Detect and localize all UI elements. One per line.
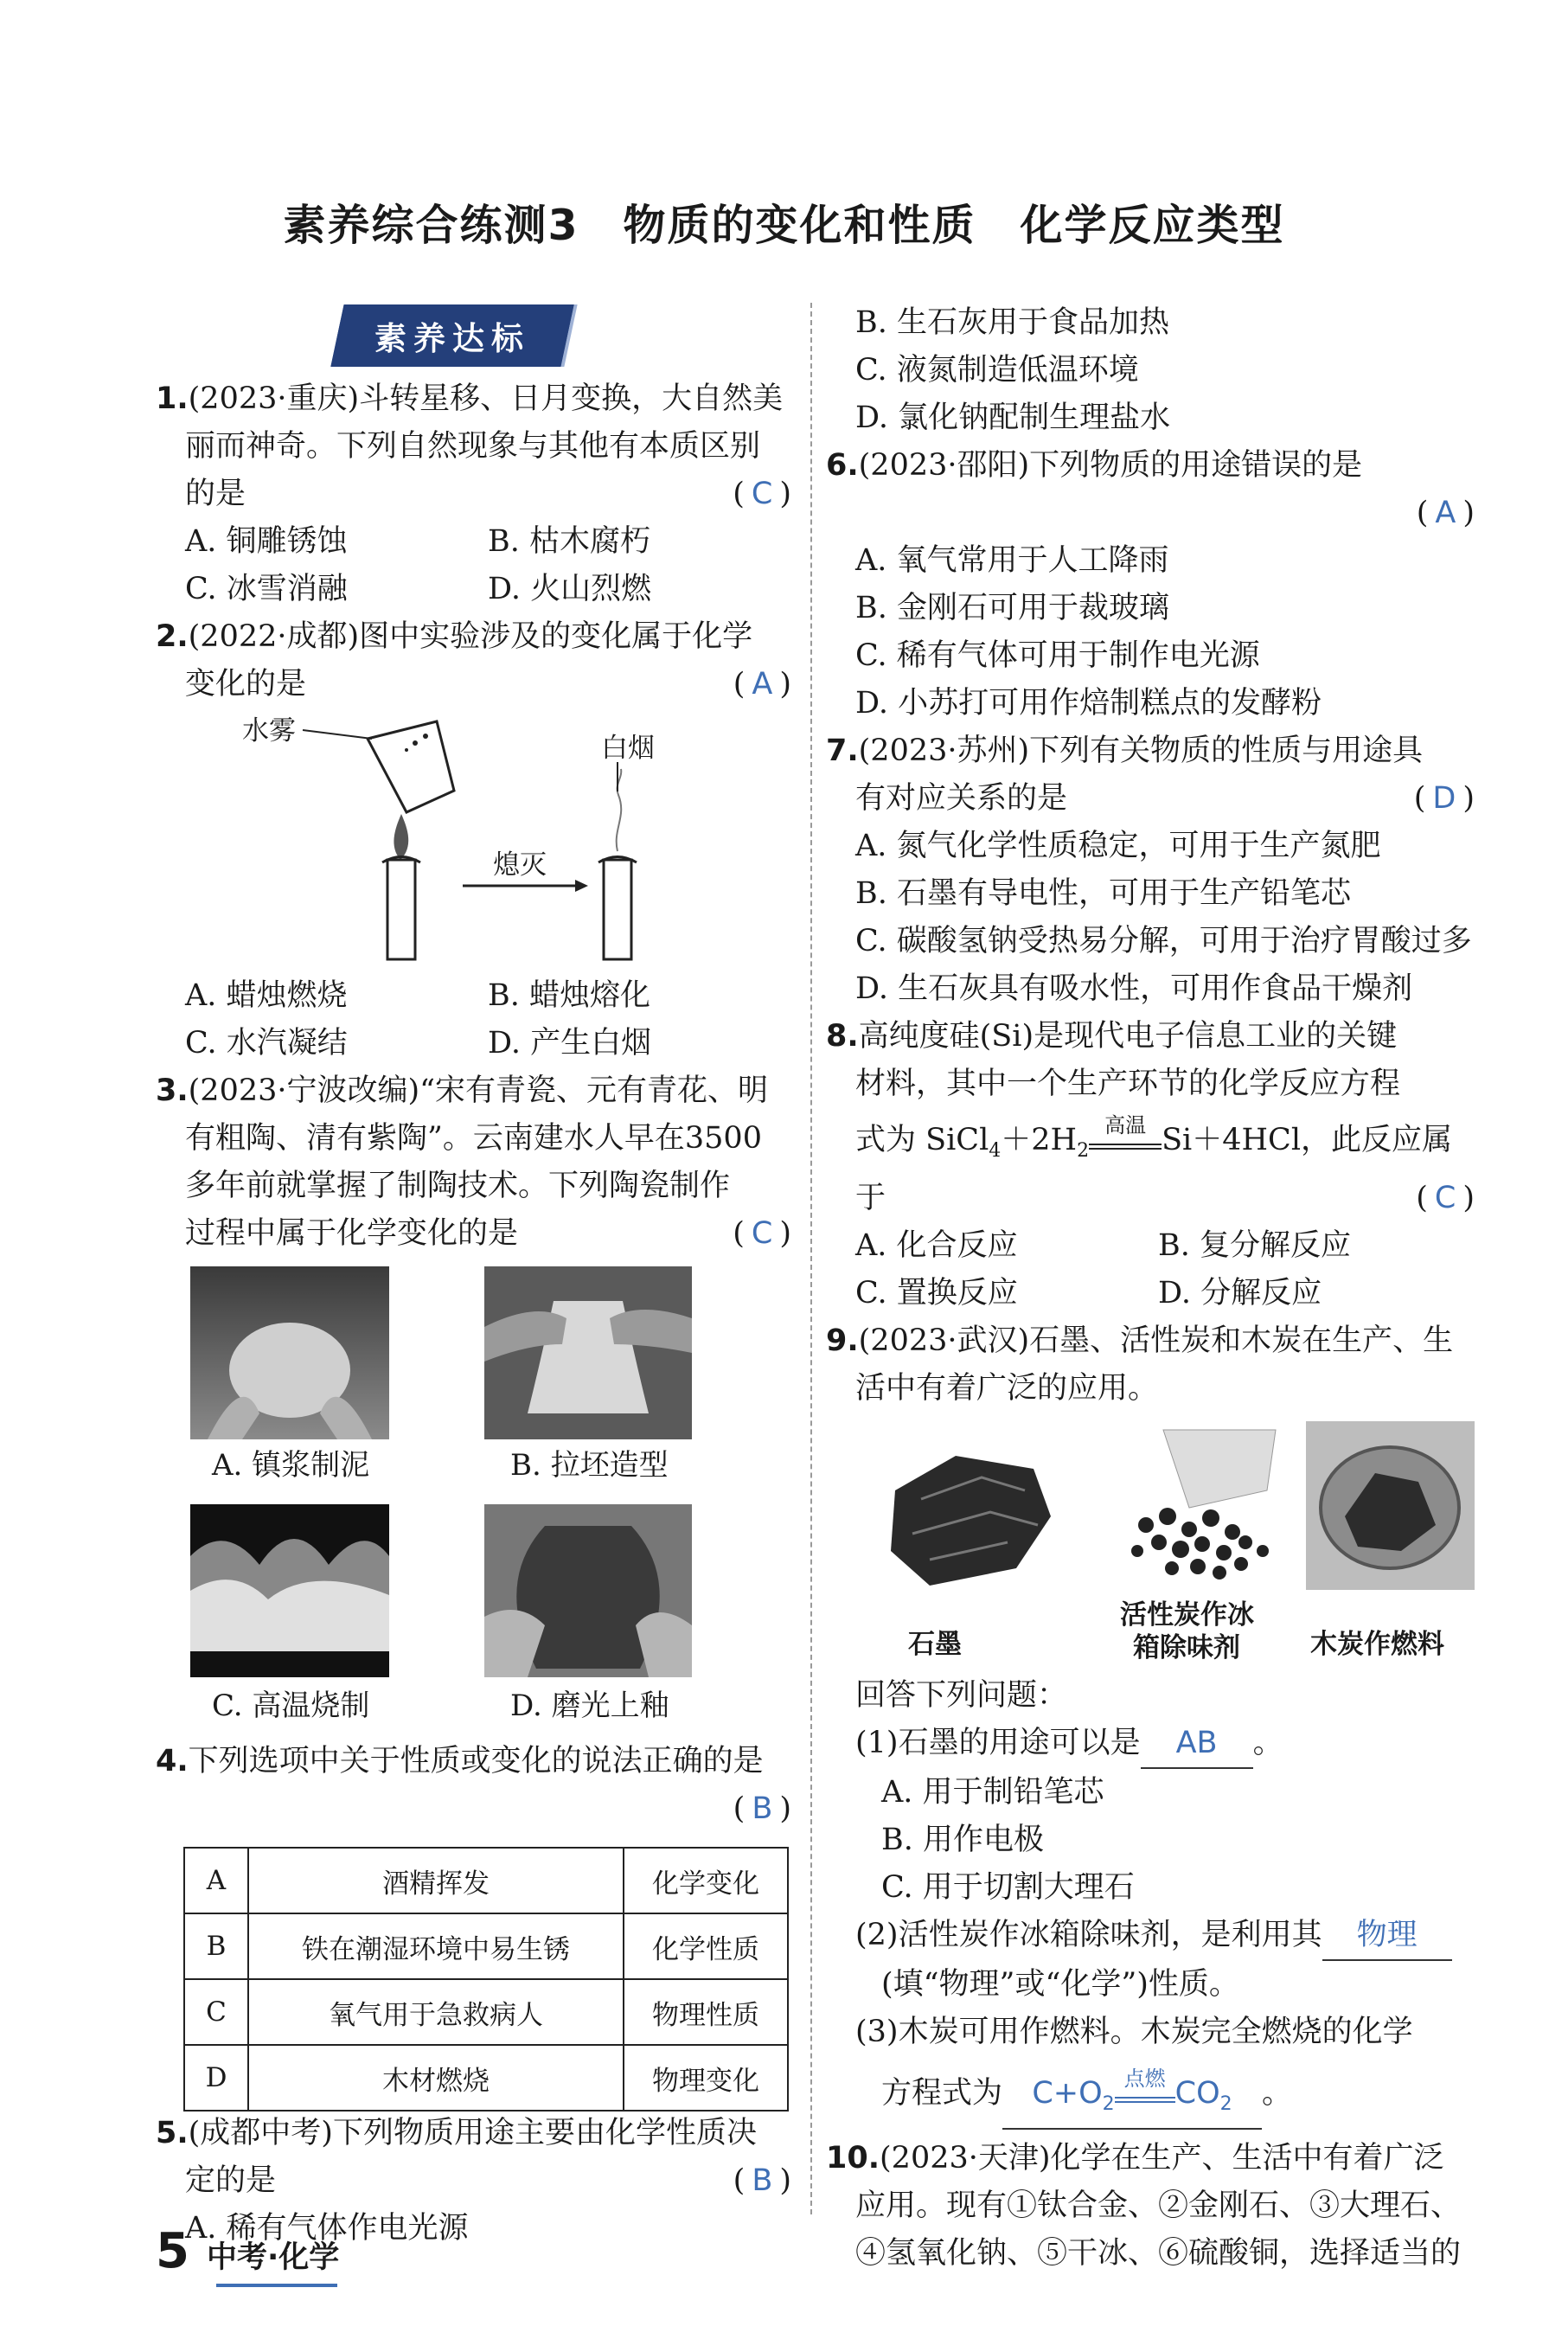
table-row: A 酒精挥发 化学变化	[184, 1848, 788, 1913]
caption-a: A. 镇浆制泥	[212, 1448, 370, 1483]
caption-graphite: 石墨	[908, 1629, 962, 1660]
answer-8: ( C )	[1416, 1181, 1475, 1215]
question-10: 10.(2023·天津)化学在生产、生活中有着广泛 应用。现有①钛合金、②金刚石、③大理石、 ④氢氧化钠、⑤干冰、⑥硫酸铜，选择适当的	[826, 2141, 1462, 2271]
candle-figure	[156, 708, 791, 972]
answer-3: ( C )	[733, 1216, 791, 1251]
caption-charcoal: 木炭作燃料	[1310, 1629, 1444, 1660]
photo-throwing	[484, 1266, 692, 1439]
answer-7: ( D )	[1413, 781, 1475, 816]
footer-subject: 中考·化学	[206, 2240, 340, 2275]
table-row: B 铁在潮湿环境中易生锈 化学性质	[184, 1913, 788, 1979]
answer-4: ( B )	[733, 1791, 791, 1826]
page-footer	[156, 2223, 339, 2279]
label-extinguish: 熄灭	[493, 849, 547, 881]
right-column: B. 生石灰用于食品加热 C. 液氮制造低温环境 D. 氯化钠配制生理盐水 6.(2023·邵阳)下列物质的用途错误的是 ( A ) A. 氧气常用于人工降雨 B. 金刚石可用于裁玻璃 C. 稀有气体可用于制作电光源 D. 小苏打可用作焙制糕点的发酵粉 7.(2023·苏州)下列有关物质的性质与用途具 有对应关系的是 ( D ) A. 氮气化学性质稳定，可用于生产氮肥 B. 石墨有导电性，可用于生产铅笔芯 C. 碳酸氢钠受热易分解，可用于治疗胃酸过多 D. 生石灰具有吸水性，可用作食品干燥剂 8.高纯度硅(Si)是现代电子信息工业的关键 材料，其中一个生产环节的化学反应方程 式为 $SiCl_4+2H_2$ 高温 Si＋4HCl，此反应属 于 ( C ) A. 化合反应 B. 复分解反应 C. 置换反应 D. 分解反应 9.(2023·武汉)石墨、活性炭和木炭在生产、生 活中有着广泛的应用。 石墨 活性炭作冰 箱除味剂 木炭作燃料 回答下列问题： (1)石墨的用途可以是 AB 。 A. 用于制铅笔芯 B. 用作电极 C. 用于切割大理石 (2)活性炭作冰箱除味剂，是利用其 物理 (填“物理”或“化学”)性质。 (3)木炭可用作燃料。木炭完全燃烧的化学 方程式为 $C+O_2$ 点燃 $CO_2$ 。 10.(2023·天津)化学在生产、生活中有着广泛 应用。现有①钛合金、②金刚石、③大理石、 ④氢氧化钠、⑤干冰、⑥硫酸铜，选择适当的	[826, 299, 1475, 2278]
label-fog: 水雾	[242, 715, 296, 747]
caption-c: C. 高温烧制	[212, 1689, 370, 1723]
photo-firing	[190, 1504, 389, 1677]
reaction-equation: 式为 $SiCl_4+2H_2$ 高温 Si＋4HCl，此反应属	[855, 1113, 1453, 1162]
caption-activated-carbon-1: 活性炭作冰	[1120, 1599, 1254, 1631]
section-badge: 素养达标	[330, 304, 573, 367]
question-3: 3.(2023·宁波改编)“宋有青瓷、元有青花、明 有粗陶、清有紫陶”。云南建水人早在3500 多年前就掌握了制陶技术。下列陶瓷制作 过程中属于化学变化的是 ( C ) A. 镇浆制泥 B. 拉坯造型 C. 高温烧制 D. 磨光上釉	[156, 1067, 791, 1738]
question-6: 6.(2023·邵阳)下列物质的用途错误的是 ( A ) A. 氧气常用于人工降雨 B. 金刚石可用于裁玻璃 C. 稀有气体可用于制作电光源 D. 小苏打可用作焙制糕点的发酵粉	[826, 448, 1475, 721]
answer-5: ( B )	[733, 2163, 791, 2198]
label-smoke: 白烟	[601, 733, 655, 764]
question-5: 5.(成都中考)下列物质用途主要由化学性质决 定的是 ( B ) A. 稀有气体作电光源	[156, 2116, 791, 2246]
carbon-photos	[826, 1413, 1475, 1672]
answer-2: ( A )	[733, 667, 791, 702]
caption-b: B. 拉坯造型	[510, 1448, 669, 1483]
answer-1: ( C )	[733, 477, 791, 511]
question-2: 2.(2022·成都)图中实验涉及的变化属于化学 变化的是 ( A ) 水雾 白烟 熄灭 A. 蜡烛燃烧 B. 蜡烛熔化 C. 水汽凝结 D. 产生白烟	[156, 619, 791, 1061]
question-1: 1.(2023·重庆)斗转星移、日月变换，大自然美 丽而神奇。下列自然现象与其他有本质区别 的是 ( C ) A. 铜雕锈蚀 B. 枯木腐朽 C. 冰雪消融 D. 火山烈燃	[156, 381, 791, 606]
left-column	[156, 294, 791, 2252]
photo-activated-carbon	[1111, 1421, 1284, 1590]
caption-d: D. 磨光上釉	[510, 1689, 669, 1723]
page-number: 5	[156, 2223, 189, 2279]
column-divider	[810, 303, 812, 2214]
answer-9-1: AB	[1141, 1720, 1253, 1769]
answer-9-3: $C+O_2$ 点燃 $CO_2$	[1002, 2070, 1262, 2130]
question-9: 9.(2023·武汉)石墨、活性炭和木炭在生产、生 活中有着广泛的应用。 石墨 活性炭作冰 箱除味剂 木炭作燃料 回答下列问题： (1)石墨的用途可以是 AB 。 A. 用于制铅笔芯 B. 用作电极 C. 用于切割大理石 (2)活性炭作冰箱除味剂，是利用其 物理 (填“物理”或“化学”)性质。 (3)木炭可用作燃料。木炭完全燃烧的化学 方程式为 $C+O_2$ 点燃 $CO_2$ 。	[826, 1317, 1475, 2130]
table-row: D 木材燃烧 物理变化	[184, 2045, 788, 2111]
footer-underline	[216, 2284, 337, 2287]
photo-charcoal	[1306, 1421, 1475, 1590]
caption-activated-carbon-2: 箱除味剂	[1133, 1632, 1240, 1663]
photo-glazing	[484, 1504, 692, 1677]
property-table	[183, 1847, 789, 2112]
answer-6: ( A )	[1416, 496, 1475, 530]
photo-graphite	[878, 1439, 1059, 1590]
question-4: 4.下列选项中关于性质或变化的说法正确的是 ( B ) A 酒精挥发 化学变化 B 铁在潮湿环境中易生锈 化学性质 C 氧气用于急救病人 物理性质 D 木材燃烧 物理变化	[156, 1738, 791, 2110]
question-8: 8.高纯度硅(Si)是现代电子信息工业的关键 材料，其中一个生产环节的化学反应方程 式为 $SiCl_4+2H_2$ 高温 Si＋4HCl，此反应属 于 ( C ) A. 化合反应 B. 复分解反应 C. 置换反应 D. 分解反应	[826, 1019, 1475, 1310]
pottery-photos	[156, 1258, 791, 1738]
answer-9-2: 物理	[1322, 1912, 1452, 1961]
table-row: C 氧气用于急救病人 物理性质	[184, 1979, 788, 2045]
page-title: 素养综合练测3 物质的变化和性质 化学反应类型	[283, 201, 1285, 250]
photo-clay	[190, 1266, 389, 1439]
question-7: 7.(2023·苏州)下列有关物质的性质与用途具 有对应关系的是 ( D ) A. 氮气化学性质稳定，可用于生产氮肥 B. 石墨有导电性，可用于生产铅笔芯 C. 碳酸氢钠受热易分解，可用于治疗胃酸过多 D. 生石灰具有吸水性，可用作食品干燥剂	[826, 734, 1475, 1006]
